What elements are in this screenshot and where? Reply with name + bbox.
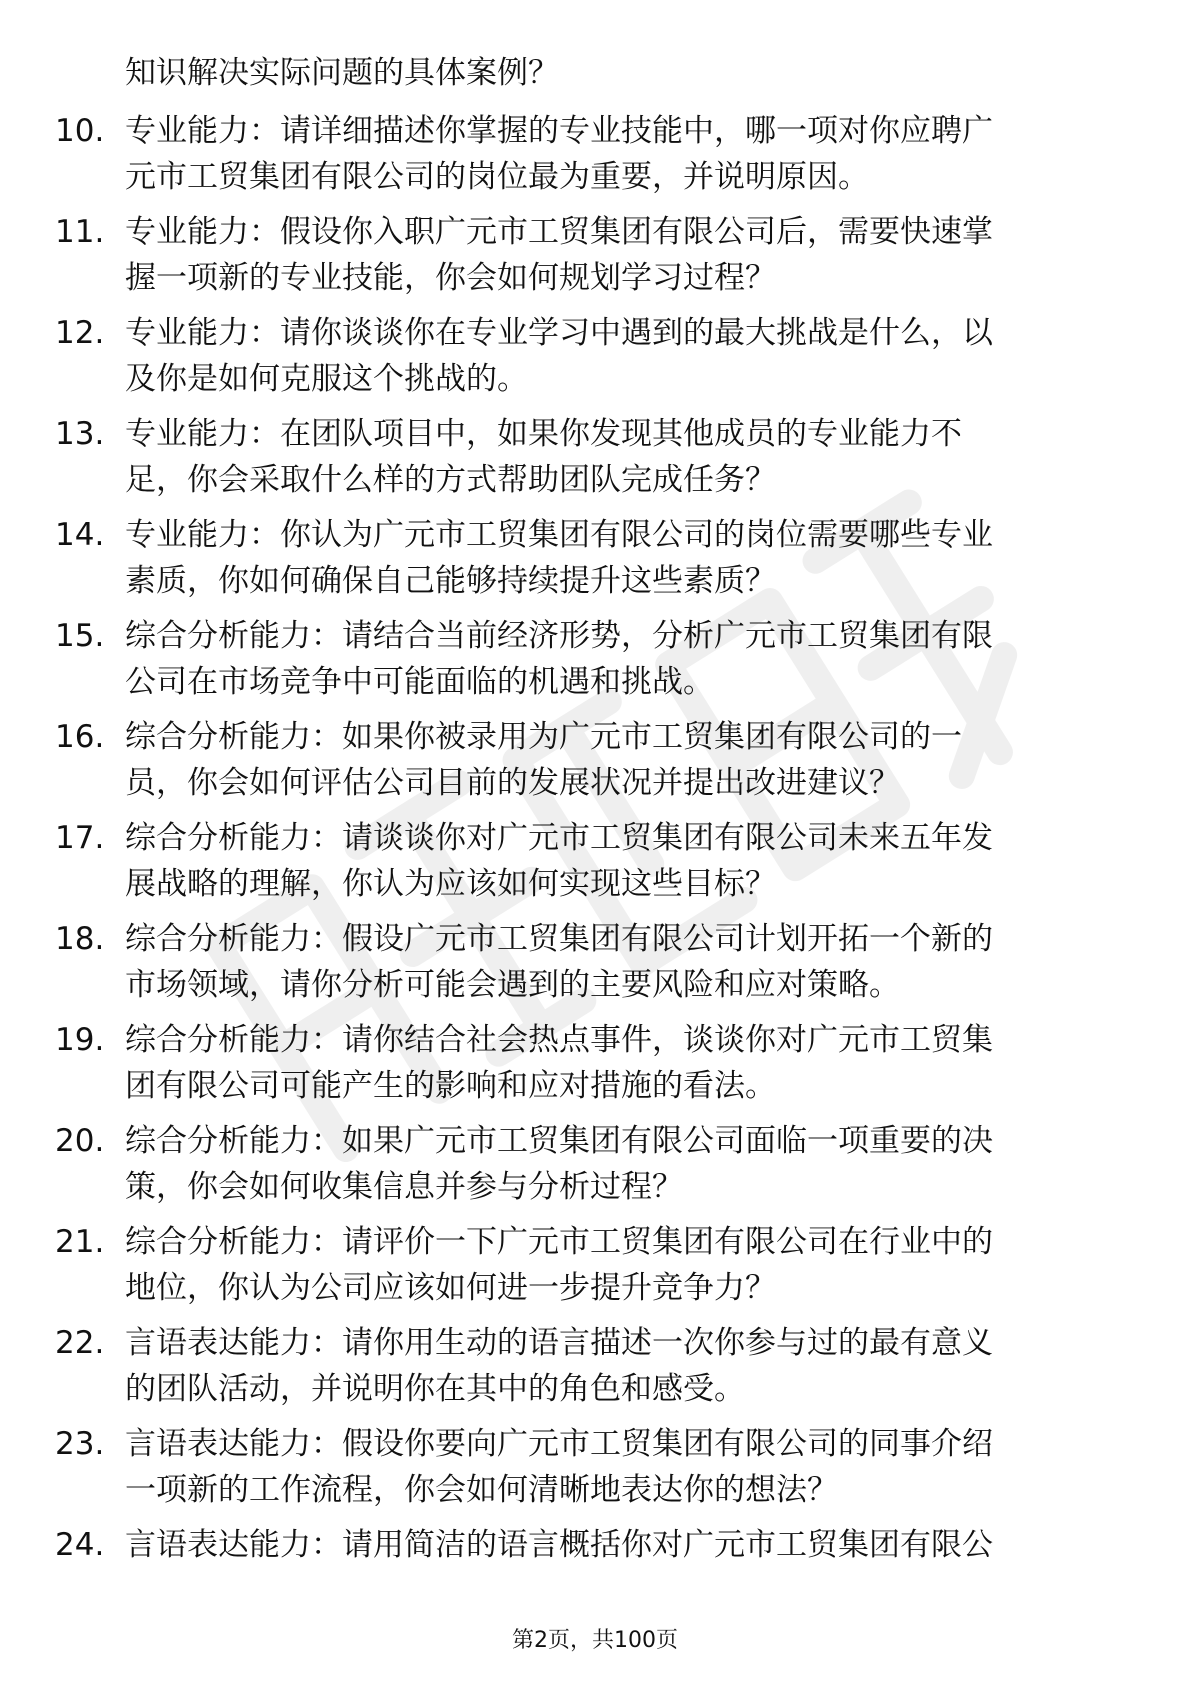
question-text — [125, 108, 1105, 200]
question-line: 综合分析能力：请你结合社会热点事件，谈谈你对广元市工贸集 — [125, 1022, 993, 1058]
question-line: 元市工贸集团有限公司的岗位最为重要，并说明原因。 — [125, 159, 869, 195]
question-item — [0, 102, 1190, 203]
question-item — [0, 910, 1190, 1011]
question-line: 公司在市场竞争中可能面临的机遇和挑战。 — [125, 664, 714, 700]
question-line: 素质，你如何确保自己能够持续提升这些素质？ — [125, 563, 776, 599]
question-line: 综合分析能力：请评价一下广元市工贸集团有限公司在行业中的 — [125, 1224, 993, 1260]
page-footer — [0, 1626, 1190, 1656]
question-item — [0, 203, 1190, 304]
question-number: 20. — [55, 1123, 105, 1159]
question-item — [0, 1516, 1190, 1617]
question-line: 一项新的工作流程，你会如何清晰地表达你的想法？ — [125, 1472, 838, 1508]
question-line: 团有限公司可能产生的影响和应对措施的看法。 — [125, 1068, 776, 1104]
question-text — [125, 613, 1105, 705]
question-line: 策，你会如何收集信息并参与分析过程？ — [125, 1169, 683, 1205]
question-number: 12. — [55, 315, 105, 351]
question-line: 言语表达能力：请你用生动的语言描述一次你参与过的最有意义 — [125, 1325, 993, 1361]
question-item — [0, 1415, 1190, 1516]
question-text — [125, 1421, 1105, 1513]
question-line: 综合分析能力：如果广元市工贸集团有限公司面临一项重要的决 — [125, 1123, 993, 1159]
question-line: 综合分析能力：请谈谈你对广元市工贸集团有限公司未来五年发 — [125, 820, 993, 856]
question-item — [0, 405, 1190, 506]
question-item — [0, 607, 1190, 708]
question-text — [125, 1522, 1105, 1568]
question-number: 22. — [55, 1325, 105, 1361]
question-text — [125, 1219, 1105, 1311]
question-number: 19. — [55, 1022, 105, 1058]
question-number: 21. — [55, 1224, 105, 1260]
question-line: 综合分析能力：假设广元市工贸集团有限公司计划开拓一个新的 — [125, 921, 993, 957]
question-text — [125, 310, 1105, 402]
question-line: 足，你会采取什么样的方式帮助团队完成任务？ — [125, 462, 776, 498]
question-number: 11. — [55, 214, 105, 250]
question-item — [0, 506, 1190, 607]
question-line: 专业能力：请你谈谈你在专业学习中遇到的最大挑战是什么，以 — [125, 315, 993, 351]
question-number: 18. — [55, 921, 105, 957]
question-text — [125, 714, 1105, 806]
question-number: 16. — [55, 719, 105, 755]
question-text — [125, 815, 1105, 907]
question-text — [125, 1017, 1105, 1109]
question-item — [0, 1011, 1190, 1112]
question-text — [125, 1118, 1105, 1210]
question-text — [125, 916, 1105, 1008]
question-text — [125, 209, 1105, 301]
question-line: 及你是如何克服这个挑战的。 — [125, 361, 528, 397]
question-line: 的团队活动，并说明你在其中的角色和感受。 — [125, 1371, 745, 1407]
question-line: 市场领域，请你分析可能会遇到的主要风险和应对策略。 — [125, 967, 900, 1003]
question-number: 10. — [55, 113, 105, 149]
question-line: 专业能力：假设你入职广元市工贸集团有限公司后，需要快速掌 — [125, 214, 993, 250]
question-line: 专业能力：你认为广元市工贸集团有限公司的岗位需要哪些专业 — [125, 517, 993, 553]
question-item — [0, 708, 1190, 809]
question-line: 握一项新的专业技能，你会如何规划学习过程？ — [125, 260, 776, 296]
question-number: 23. — [55, 1426, 105, 1462]
question-item — [0, 1314, 1190, 1415]
question-text — [125, 1320, 1105, 1412]
question-number: 15. — [55, 618, 105, 654]
question-item — [0, 1213, 1190, 1314]
question-line: 言语表达能力：请用简洁的语言概括你对广元市工贸集团有限公 — [125, 1527, 993, 1563]
question-item — [0, 304, 1190, 405]
question-item — [0, 809, 1190, 910]
question-line: 展战略的理解，你认为应该如何实现这些目标？ — [125, 866, 776, 902]
question-line: 地位，你认为公司应该如何进一步提升竞争力？ — [125, 1270, 776, 1306]
question-line: 综合分析能力：请结合当前经济形势，分析广元市工贸集团有限 — [125, 618, 993, 654]
question-text — [125, 411, 1105, 503]
question-number: 17. — [55, 820, 105, 856]
question-list — [0, 102, 1190, 1617]
question-line: 员，你会如何评估公司目前的发展状况并提出改进建议？ — [125, 765, 900, 801]
question-text — [125, 512, 1105, 604]
question-number: 14. — [55, 517, 105, 553]
question-line: 言语表达能力：假设你要向广元市工贸集团有限公司的同事介绍 — [125, 1426, 993, 1462]
continued-question-text: 知识解决实际问题的具体案例？ — [125, 55, 559, 91]
question-line: 专业能力：请详细描述你掌握的专业技能中，哪一项对你应聘广 — [125, 113, 993, 149]
question-number: 24. — [55, 1527, 105, 1563]
question-line: 综合分析能力：如果你被录用为广元市工贸集团有限公司的一 — [125, 719, 962, 755]
question-number: 13. — [55, 416, 105, 452]
page-indicator: 第2页，共100页 — [512, 1628, 678, 1653]
question-line: 专业能力：在团队项目中，如果你发现其他成员的专业能力不 — [125, 416, 962, 452]
question-item — [0, 1112, 1190, 1213]
